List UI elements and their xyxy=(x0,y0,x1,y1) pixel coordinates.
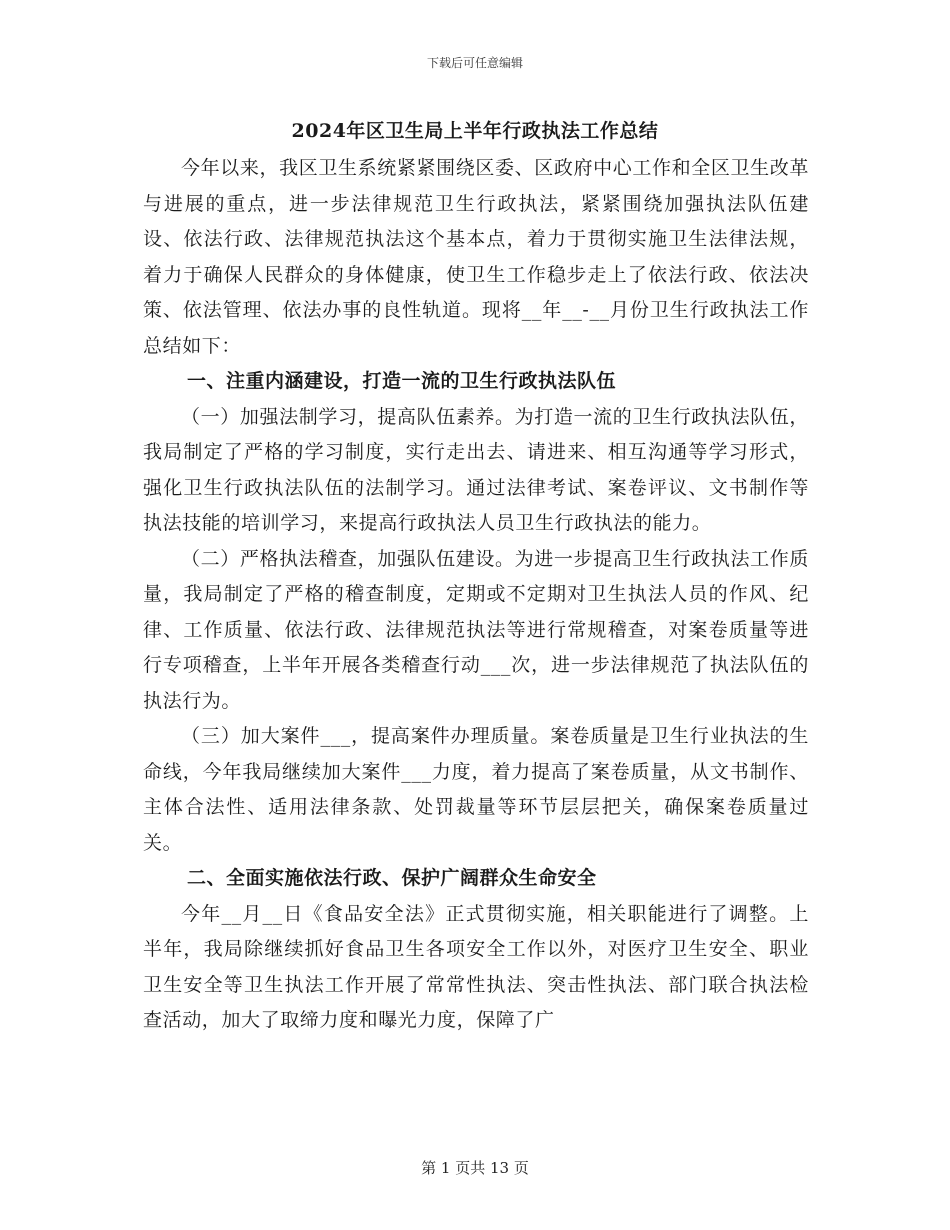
section-heading-2: 二、全面实施依法行政、保护广阔群众生命安全 xyxy=(187,867,597,889)
document-body xyxy=(143,151,809,1039)
intro-paragraph: 今年以来，我区卫生系统紧紧围绕区委、区政府中心工作和全区卫生改革与进展的重点，进一步法律规范卫生行政执法，紧紧围绕加强执法队伍建设、依法行政、法律规范执法这个基本点，着力于贯彻实施卫生法律法规，着力于确保人民群众的身体健康，使卫生工作稳步走上了依法行政、依法决策、依法管理、依法办事的良性轨道。现将__年__-__月份卫生行政执法工作总结如下： xyxy=(143,157,809,357)
paragraph-2-1: 今年__月__日《食品安全法》正式贯彻实施，相关职能进行了调整。上半年，我局除继续抓好食品卫生各项安全工作以外，对医疗卫生安全、职业卫生安全等卫生执法工作开展了常常性执法、突击性执法、部门联合执法检查活动，加大了取缔力度和曝光力度，保障了广 xyxy=(143,902,809,1031)
paragraph-1-3: （三）加大案件___，提高案件办理质量。案卷质量是卫生行业执法的生命线，今年我局继续加大案件___力度，着力提高了案卷质量，从文书制作、主体合法性、适用法律条款、处罚裁量等环节层层把关，确保案卷质量过关。 xyxy=(143,725,809,854)
document-title: 2024年区卫生局上半年行政执法工作总结 xyxy=(291,120,659,142)
paragraph-1-2: （二）严格执法稽查，加强队伍建设。为进一步提高卫生行政执法工作质量，我局制定了严格的稽查制度，定期或不定期对卫生执法人员的作风、纪律、工作质量、依法行政、法律规范执法等进行常规稽查，对案卷质量等进行专项稽查，上半年开展各类稽查行动___次，进一步法律规范了执法队伍的执法行为。 xyxy=(143,547,809,712)
page-number: 第 1 页共 13 页 xyxy=(421,1159,529,1177)
section-heading-1: 一、注重内涵建设，打造一流的卫生行政执法队伍 xyxy=(187,370,617,392)
paragraph-1-1: （一）加强法制学习，提高队伍素养。为打造一流的卫生行政执法队伍，我局制定了严格的学习制度，实行走出去、请进来、相互沟通等学习形式，强化卫生行政执法队伍的法制学习。通过法律考试、案卷评议、文书制作等执法技能的培训学习，来提高行政执法人员卫生行政执法的能力。 xyxy=(143,405,809,534)
header-note: 下载后可任意编辑 xyxy=(426,56,523,70)
